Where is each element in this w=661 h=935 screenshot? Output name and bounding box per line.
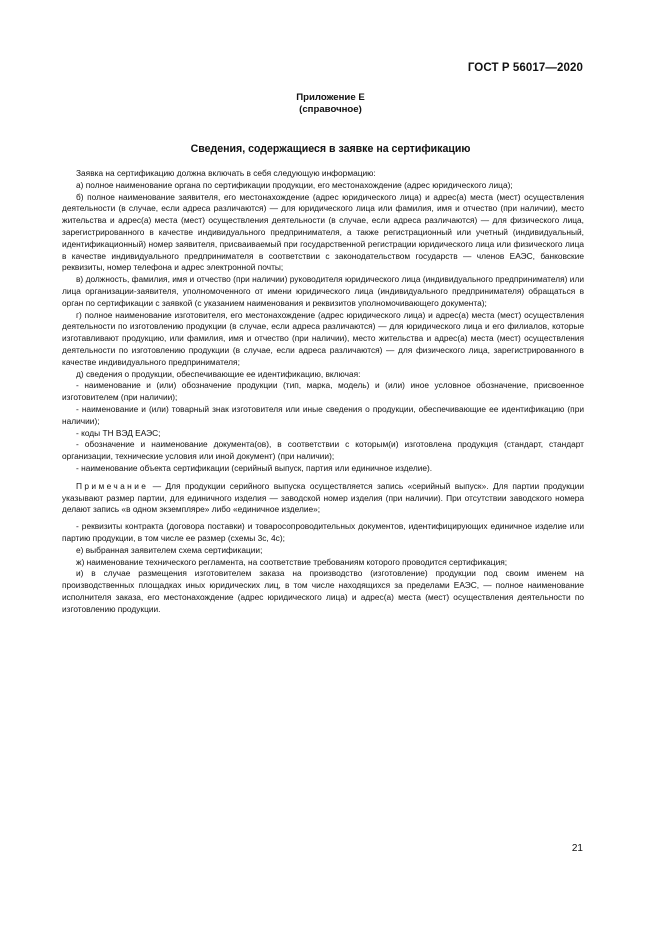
note-text: — Для продукции серийного выпуска осуществляется запись «серийный выпуск». Для партии продукции указывают размер партии, для единичного изделия — заводской номер изделия (при наличии). При отсутствии заводского номера делают запись «в одном экземпляре» либо «единичное изделие»; [62, 480, 584, 515]
note-label: Примечание [76, 480, 149, 491]
paragraph-i: и) в случае размещения изготовителем заказа на производство (изготовление) продукции под своим именем на производственных площадках иных юридических лиц, в том числе находящихся за пределами ЕАЭС, — полное наименование исполнителя заказа, его местонахождение (адрес юридического лица) и адрес(а) места (мест) осуществления деятельности по изготовлению продукции. [62, 568, 584, 614]
section-title: Сведения, содержащиеся в заявке на сертификацию [190, 143, 471, 155]
list-item-d6: - реквизиты контракта (договора поставки) и товаросопроводительных документов, идентифицирующих единичное изделие или партию продукции, в том числе ее размер (схемы 3с, 4с); [62, 521, 584, 543]
paragraph-intro: Заявка на сертификацию должна включать в себя следующую информацию: [76, 168, 376, 178]
list-item-d3: - коды ТН ВЭД ЕАЭС; [76, 427, 161, 438]
paragraph-b: б) полное наименование заявителя, его местонахождение (адрес юридического лица) и адрес(а) места (мест) осуществления деятельности (в случае, если адреса различаются) — для юридического лица или фамилия, имя и отчество (при наличии), место жительства и адрес(а) места (мест) осуществления деятельности (в случае, если адреса различаются) — для физического лица, зарегистрированного в качестве индивидуального предпринимателя, а также регистрационный или учетный (индивидуальный, идентификационный) номер заявителя, присваиваемый при государственной регистрации юридического лица или физического лица в качестве индивидуального предпринимателя в соответствии с законодательством государств — членов ЕАЭС, банковские реквизиты, номер телефона и адрес электронной почты; [62, 191, 584, 273]
list-item-d2: - наименование и (или) товарный знак изготовителя или иные сведения о продукции, обеспечивающие ее идентификацию (при наличии); [62, 403, 584, 426]
page-number: 21 [571, 843, 583, 854]
list-item-d4: - обозначение и наименование документа(ов), в соответствии с которым(и) изготовлена продукция (стандарт, стандарт организации, технические условия или иной документ) (при наличии); [62, 439, 584, 462]
paragraph-g: г) полное наименование изготовителя, его местонахождение (адрес юридического лица) и адрес(а) места (мест) осуществления деятельности по изготовлению продукции (в случае, если адреса различаются) — для юридического лица и его филиалов, которые изготавливают продукцию, или фамилия, имя и отчество (при наличии), место жительства и адрес(а) места (мест) осуществления деятельности по изготовлению продукции (в случае, если адреса различаются) — для физического лица, зарегистрированного в качестве индивидуального предпринимателя; [62, 309, 584, 367]
appendix-heading [0, 92, 661, 116]
paragraph-a: а) полное наименование органа по сертификации продукции, его местонахождение (адрес юридического лица); [76, 179, 513, 190]
appendix-subtitle: (справочное) [299, 104, 362, 115]
note-paragraph [62, 481, 584, 516]
paragraph-v: в) должность, фамилия, имя и отчество (при наличии) руководителя юридического лица (индивидуального предпринимателя) или лица организации-заявителя, уполномоченного от имени юридического лица (индивидуального предпринимателя) обращаться в орган по сертификации с заявкой (с указанием наименования и реквизитов уполномочивающего документа); [62, 274, 584, 308]
standard-designation: ГОСТ Р 56017—2020 [467, 62, 583, 74]
paragraph-zh: ж) наименование технического регламента, на соответствие требованиям которого проводится сертификация; [76, 556, 508, 567]
paragraph-d: д) сведения о продукции, обеспечивающие ее идентификацию, включая: [76, 368, 361, 379]
document-body [62, 168, 584, 615]
appendix-title: Приложение Е [296, 92, 365, 103]
list-item-d5: - наименование объекта сертификации (серийный выпуск, партия или единичное изделие). [76, 462, 433, 473]
paragraph-e: е) выбранная заявителем схема сертификации; [76, 544, 263, 555]
list-item-d1: - наименование и (или) обозначение продукции (тип, марка, модель) и (или) иное условное обозначение, присвоенное изготовителем (при наличии); [62, 380, 584, 403]
